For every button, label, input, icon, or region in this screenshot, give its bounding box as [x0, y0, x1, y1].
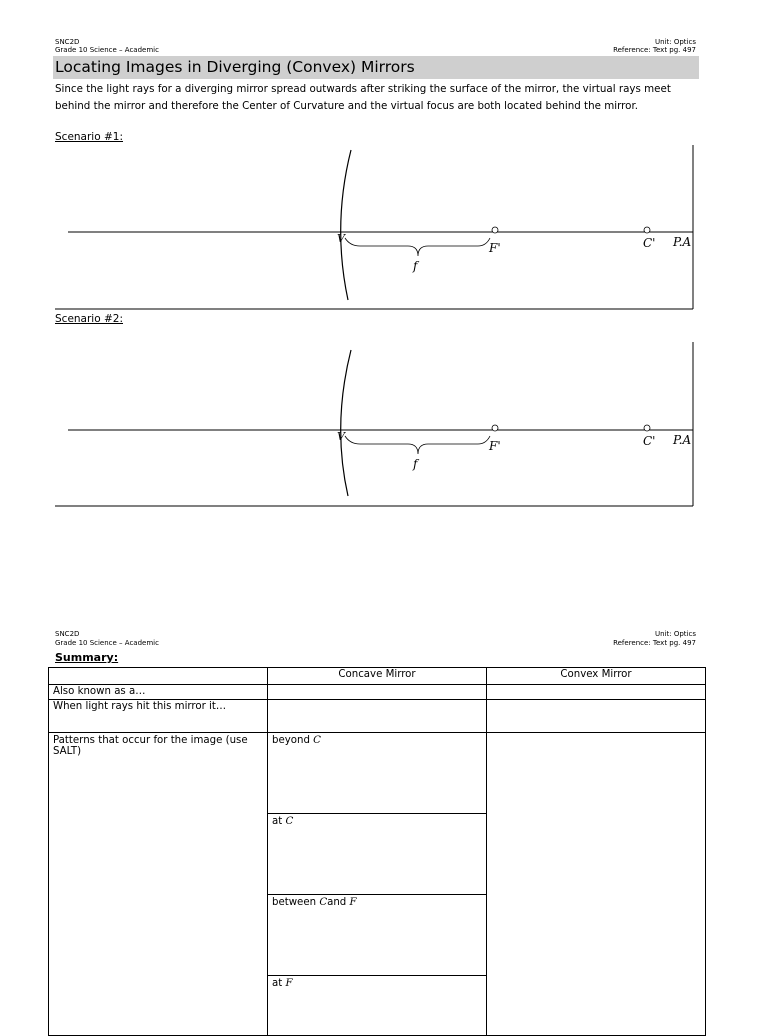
- focal-length-brace: [345, 238, 490, 256]
- focal-length-brace: [345, 436, 490, 454]
- answer-cell[interactable]: [487, 733, 706, 1036]
- pattern-beyond-c[interactable]: beyond C: [268, 733, 487, 814]
- principal-axis-label: P.A: [673, 235, 692, 249]
- unit-label: Unit: Optics: [655, 630, 696, 638]
- pattern-at-f[interactable]: at F: [268, 976, 487, 1036]
- vertex-label: V: [337, 232, 345, 245]
- pattern-at-c[interactable]: at C: [268, 814, 487, 895]
- row-label-patterns: Patterns that occur for the image (use SALT): [49, 733, 268, 1036]
- row-label-light: When light rays hit this mirror it…: [49, 700, 268, 733]
- focal-length-label: f: [413, 457, 418, 471]
- scenario-1-label: Scenario #1:: [55, 131, 123, 143]
- curvature-label: C': [643, 434, 656, 448]
- page-title: Locating Images in Diverging (Convex) Mirrors: [55, 58, 415, 76]
- answer-cell[interactable]: [487, 700, 706, 733]
- title-bar: [53, 56, 699, 79]
- table-row: [49, 685, 706, 700]
- scenario-2-label: Scenario #2:: [55, 313, 123, 325]
- scenario-1-diagram: [0, 140, 768, 315]
- focus-point: [492, 425, 498, 431]
- focus-label: F': [489, 241, 501, 255]
- principal-axis-label: P.A: [673, 433, 692, 447]
- intro-paragraph: Since the light rays for a diverging mirror spread outwards after striking the surface of the mirror, the virtual rays meet behind the mirror and therefore the Center of Curvature and the virtual focus are both located behind the mirror.: [55, 83, 671, 112]
- vertex-label: V: [337, 430, 345, 443]
- table-row: [49, 733, 706, 814]
- course-code: SNC2D: [55, 630, 80, 638]
- table-row: [49, 700, 706, 733]
- pattern-between-c-f[interactable]: between Cand F: [268, 895, 487, 976]
- answer-cell[interactable]: [487, 685, 706, 700]
- answer-cell[interactable]: [268, 700, 487, 733]
- curvature-point: [644, 227, 650, 233]
- col-header-concave: Concave Mirror: [268, 668, 487, 685]
- summary-label: Summary:: [55, 651, 119, 664]
- convex-mirror: [341, 150, 351, 300]
- reference-label: Reference: Text pg. 497: [613, 639, 696, 647]
- reference-label: Reference: Text pg. 497: [613, 46, 696, 54]
- curvature-label: C': [643, 236, 656, 250]
- curvature-point: [644, 425, 650, 431]
- course-name: Grade 10 Science – Academic: [55, 639, 159, 647]
- focus-point: [492, 227, 498, 233]
- table-row: [49, 668, 706, 685]
- col-header-convex: Convex Mirror: [487, 668, 706, 685]
- convex-mirror: [341, 350, 351, 496]
- answer-cell[interactable]: [268, 685, 487, 700]
- focus-label: F': [489, 439, 501, 453]
- summary-table: [48, 667, 706, 1036]
- scenario-2-diagram: [0, 338, 768, 510]
- focal-length-label: f: [413, 259, 418, 273]
- unit-label: Unit: Optics: [655, 38, 696, 46]
- row-label-known: Also known as a…: [49, 685, 268, 700]
- course-name: Grade 10 Science – Academic: [55, 46, 159, 54]
- course-code: SNC2D: [55, 38, 80, 46]
